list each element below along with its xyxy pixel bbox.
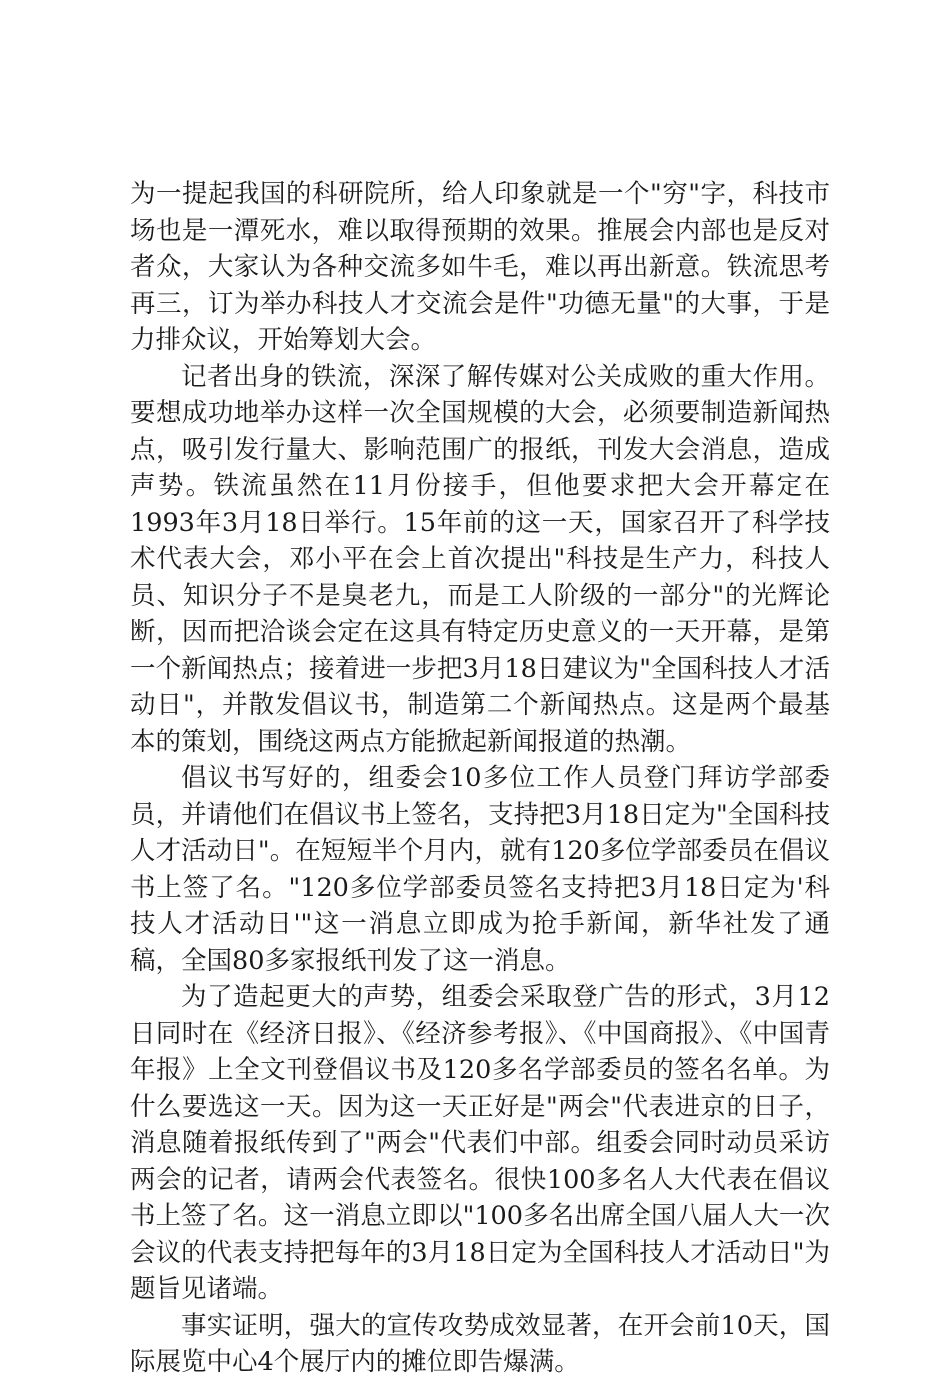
paragraph-2: 记者出身的铁流，深深了解传媒对公关成败的重大作用。要想成功地举办这样一次全国规模的大会，必须要制造新闻热点，吸引发行量大、影响范围广的报纸，刊发大会消息，造成声势。铁流虽然在11月份接手，但他要求把大会开幕定在1993年3月18日举行。15年前的这一天，国家召开了科学技术代表大会，邓小平在会上首次提出"科技是生产力，科技人员、知识分子不是臭老九，而是工人阶级的一部分"的光辉论断，因而把洽谈会定在这具有特定历史意义的一天开幕，是第一个新闻热点；接着进一步把3月18日建议为"全国科技人才活动日"，并散发倡议书，制造第二个新闻热点。这是两个最基本的策划，围绕这两点方能掀起新闻报道的热潮。 (130, 361, 830, 757)
paragraph-4: 为了造起更大的声势，组委会采取登广告的形式，3月12日同时在《经济日报》、《经济参考报》、《中国商报》、《中国青年报》上全文刊登倡议书及120多名学部委员的签名名单。为什么要选这一天。因为这一天正好是"两会"代表进京的日子，消息随着报纸传到了"两会"代表们中部。组委会同时动员采访两会的记者，请两会代表签名。很快100多名人大代表在倡议书上签了名。这一消息立即以"100多名出席全国八届人大一次会议的代表支持把每年的3月18日定为全国科技人才活动日"为题旨见诸端。 (130, 982, 830, 1304)
document-body (130, 176, 830, 1381)
paragraph-3: 倡议书写好的，组委会10多位工作人员登门拜访学部委员，并请他们在倡议书上签名，支持把3月18日定为"全国科技人才活动日"。在短短半个月内，就有120多位学部委员在倡议书上签了名。"120多位学部委员签名支持把3月18日定为'科技人才活动日'"这一消息立即成为抢手新闻，新华社发了通稿，全国80多家报纸刊发了这一消息。 (130, 763, 830, 976)
paragraph-1: 为一提起我国的科研院所，给人印象就是一个"穷"字，科技市场也是一潭死水，难以取得预期的效果。推展会内部也是反对者众，大家认为各种交流多如牛毛，难以再出新意。铁流思考再三，订为举办科技人才交流会是件"功德无量"的大事，于是力排众议，开始筹划大会。 (130, 179, 830, 355)
paragraph-5: 事实证明，强大的宣传攻势成效显著，在开会前10天，国际展览中心4个展厅内的摊位即告爆满。 (130, 1310, 830, 1377)
